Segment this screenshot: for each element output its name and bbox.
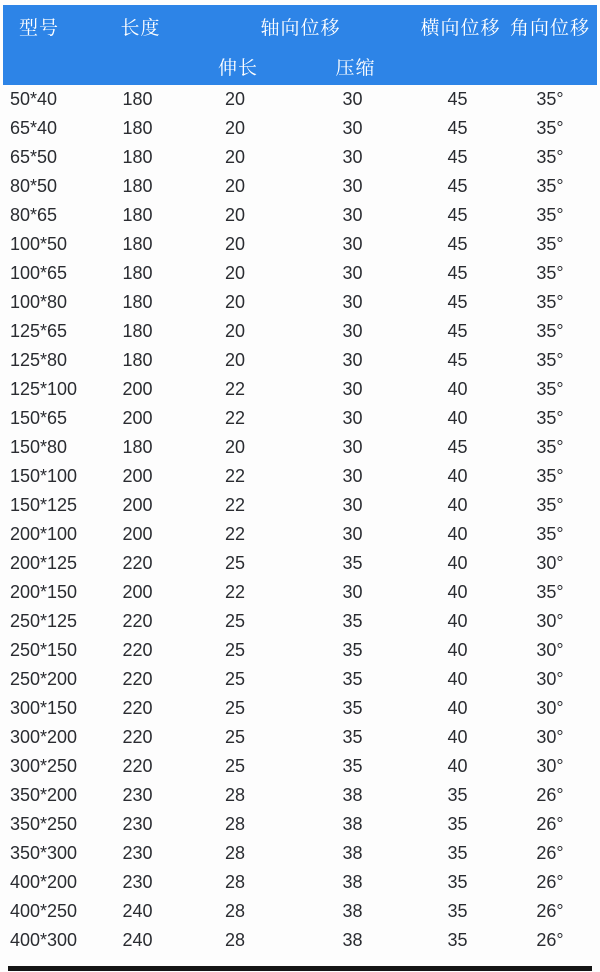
- cell-angular: 26°: [536, 785, 564, 805]
- cell-compress: 35: [342, 756, 363, 776]
- header-lateral-displacement: 横向位移: [420, 18, 501, 39]
- cell-extend: 22: [224, 524, 246, 544]
- cell-model: 150*125: [10, 495, 78, 515]
- table-row: [0, 259, 600, 288]
- cell-extend: 28: [224, 814, 246, 834]
- cell-compress: 38: [342, 785, 363, 805]
- cell-lateral: 35: [447, 872, 468, 892]
- cell-length: 180: [122, 147, 153, 167]
- table-row: [0, 781, 600, 810]
- cell-length: 180: [122, 263, 153, 283]
- table-row: [0, 868, 600, 897]
- cell-compress: 35: [342, 553, 363, 573]
- cell-length: 180: [122, 292, 153, 312]
- cell-length: 220: [122, 553, 153, 573]
- cell-extend: 20: [224, 118, 246, 138]
- cell-model: 350*200: [10, 785, 78, 805]
- cell-length: 240: [122, 930, 153, 950]
- cell-angular: 26°: [536, 930, 564, 950]
- cell-lateral: 40: [447, 466, 468, 486]
- cell-length: 220: [122, 611, 153, 631]
- cell-extend: 22: [224, 379, 246, 399]
- cell-model: 100*80: [10, 292, 68, 312]
- header-axial-compress: 压缩: [335, 58, 376, 79]
- cell-lateral: 45: [447, 437, 468, 457]
- header-axial-extend: 伸长: [217, 58, 258, 79]
- cell-extend: 22: [224, 466, 246, 486]
- cell-angular: 30°: [536, 669, 564, 689]
- cell-extend: 20: [224, 437, 246, 457]
- cell-extend: 22: [224, 582, 246, 602]
- cell-angular: 35°: [536, 466, 564, 486]
- cell-lateral: 40: [447, 669, 468, 689]
- table-header-row-2: [3, 48, 597, 85]
- cell-compress: 30: [342, 263, 363, 283]
- cell-lateral: 35: [447, 901, 468, 921]
- table-row: [0, 404, 600, 433]
- cell-compress: 30: [342, 379, 363, 399]
- cell-extend: 28: [224, 901, 246, 921]
- table-body: [0, 85, 600, 955]
- table-row: [0, 491, 600, 520]
- cell-compress: 38: [342, 843, 363, 863]
- cell-length: 220: [122, 756, 153, 776]
- cell-length: 230: [122, 872, 153, 892]
- table-row: [0, 549, 600, 578]
- table-row: [0, 520, 600, 549]
- cell-model: 300*150: [10, 698, 78, 718]
- cell-lateral: 40: [447, 611, 468, 631]
- cell-compress: 30: [342, 408, 363, 428]
- table-header-row-1: [3, 5, 597, 48]
- table-row: [0, 578, 600, 607]
- cell-lateral: 40: [447, 756, 468, 776]
- cell-compress: 30: [342, 292, 363, 312]
- cell-model: 350*300: [10, 843, 78, 863]
- cell-compress: 30: [342, 147, 363, 167]
- table-row: [0, 636, 600, 665]
- cell-angular: 30°: [536, 698, 564, 718]
- cell-compress: 30: [342, 350, 363, 370]
- cell-extend: 25: [224, 669, 246, 689]
- table-row: [0, 114, 600, 143]
- cell-length: 220: [122, 727, 153, 747]
- cell-extend: 25: [224, 640, 246, 660]
- cell-angular: 35°: [536, 495, 564, 515]
- cell-compress: 38: [342, 930, 363, 950]
- cell-angular: 35°: [536, 524, 564, 544]
- cell-compress: 35: [342, 669, 363, 689]
- cell-lateral: 40: [447, 727, 468, 747]
- cell-model: 250*150: [10, 640, 78, 660]
- cell-compress: 30: [342, 205, 363, 225]
- cell-compress: 30: [342, 176, 363, 196]
- table-row: [0, 375, 600, 404]
- cell-angular: 30°: [536, 611, 564, 631]
- cell-angular: 35°: [536, 292, 564, 312]
- bottom-bar: [8, 966, 592, 971]
- cell-length: 220: [122, 698, 153, 718]
- cell-model: 400*200: [10, 872, 78, 892]
- cell-length: 180: [122, 350, 153, 370]
- cell-model: 125*65: [10, 321, 68, 341]
- cell-angular: 35°: [536, 147, 564, 167]
- cell-model: 150*100: [10, 466, 78, 486]
- cell-angular: 35°: [536, 437, 564, 457]
- cell-compress: 38: [342, 872, 363, 892]
- cell-angular: 35°: [536, 408, 564, 428]
- cell-model: 150*65: [10, 408, 68, 428]
- cell-model: 65*40: [10, 118, 58, 138]
- header-length: 长度: [120, 18, 161, 39]
- table-header: [3, 5, 597, 85]
- cell-length: 200: [122, 495, 153, 515]
- cell-compress: 30: [342, 437, 363, 457]
- cell-extend: 20: [224, 205, 246, 225]
- cell-extend: 25: [224, 727, 246, 747]
- table-row: [0, 172, 600, 201]
- cell-length: 200: [122, 524, 153, 544]
- cell-compress: 30: [342, 118, 363, 138]
- cell-extend: 25: [224, 756, 246, 776]
- table-row: [0, 201, 600, 230]
- cell-lateral: 45: [447, 118, 468, 138]
- cell-extend: 20: [224, 263, 246, 283]
- table-row: [0, 85, 600, 114]
- cell-model: 80*50: [10, 176, 58, 196]
- cell-lateral: 40: [447, 408, 468, 428]
- cell-extend: 20: [224, 176, 246, 196]
- cell-model: 400*250: [10, 901, 78, 921]
- cell-length: 200: [122, 379, 153, 399]
- table-row: [0, 317, 600, 346]
- cell-length: 230: [122, 785, 153, 805]
- table-row: [0, 752, 600, 781]
- cell-lateral: 45: [447, 263, 468, 283]
- table-row: [0, 288, 600, 317]
- cell-extend: 25: [224, 553, 246, 573]
- cell-angular: 35°: [536, 234, 564, 254]
- cell-lateral: 45: [447, 350, 468, 370]
- cell-length: 200: [122, 466, 153, 486]
- cell-angular: 35°: [536, 263, 564, 283]
- cell-lateral: 45: [447, 292, 468, 312]
- cell-angular: 35°: [536, 89, 564, 109]
- cell-extend: 25: [224, 698, 246, 718]
- cell-angular: 35°: [536, 321, 564, 341]
- table-row: [0, 694, 600, 723]
- cell-compress: 35: [342, 727, 363, 747]
- cell-lateral: 40: [447, 524, 468, 544]
- cell-compress: 30: [342, 495, 363, 515]
- cell-compress: 30: [342, 89, 363, 109]
- cell-extend: 20: [224, 292, 246, 312]
- cell-compress: 35: [342, 640, 363, 660]
- cell-compress: 35: [342, 611, 363, 631]
- cell-angular: 35°: [536, 379, 564, 399]
- cell-model: 250*125: [10, 611, 78, 631]
- cell-angular: 30°: [536, 727, 564, 747]
- cell-length: 220: [122, 640, 153, 660]
- cell-compress: 30: [342, 321, 363, 341]
- cell-model: 400*300: [10, 930, 78, 950]
- cell-extend: 22: [224, 408, 246, 428]
- cell-angular: 30°: [536, 553, 564, 573]
- cell-angular: 26°: [536, 843, 564, 863]
- cell-angular: 26°: [536, 814, 564, 834]
- cell-length: 220: [122, 669, 153, 689]
- cell-extend: 28: [224, 872, 246, 892]
- cell-lateral: 35: [447, 814, 468, 834]
- cell-length: 230: [122, 843, 153, 863]
- cell-lateral: 40: [447, 379, 468, 399]
- cell-extend: 28: [224, 930, 246, 950]
- table-row: [0, 143, 600, 172]
- cell-model: 100*50: [10, 234, 68, 254]
- cell-lateral: 40: [447, 582, 468, 602]
- cell-angular: 30°: [536, 640, 564, 660]
- cell-model: 125*80: [10, 350, 68, 370]
- cell-model: 125*100: [10, 379, 78, 399]
- cell-angular: 35°: [536, 118, 564, 138]
- cell-length: 240: [122, 901, 153, 921]
- table-row: [0, 810, 600, 839]
- table-row: [0, 839, 600, 868]
- cell-model: 200*150: [10, 582, 78, 602]
- table-row: [0, 433, 600, 462]
- cell-model: 150*80: [10, 437, 68, 457]
- cell-compress: 35: [342, 698, 363, 718]
- cell-model: 200*125: [10, 553, 78, 573]
- cell-length: 180: [122, 89, 153, 109]
- cell-length: 180: [122, 205, 153, 225]
- cell-length: 180: [122, 437, 153, 457]
- cell-length: 180: [122, 118, 153, 138]
- cell-angular: 26°: [536, 872, 564, 892]
- cell-model: 200*100: [10, 524, 78, 544]
- cell-angular: 26°: [536, 901, 564, 921]
- cell-model: 250*200: [10, 669, 78, 689]
- cell-model: 50*40: [10, 89, 58, 109]
- table-row: [0, 665, 600, 694]
- cell-lateral: 40: [447, 698, 468, 718]
- table-row: [0, 230, 600, 259]
- cell-length: 200: [122, 408, 153, 428]
- cell-extend: 28: [224, 843, 246, 863]
- cell-compress: 38: [342, 814, 363, 834]
- cell-compress: 38: [342, 901, 363, 921]
- table-row: [0, 346, 600, 375]
- table-row: [0, 897, 600, 926]
- cell-model: 65*50: [10, 147, 58, 167]
- cell-lateral: 45: [447, 176, 468, 196]
- cell-extend: 28: [224, 785, 246, 805]
- cell-length: 200: [122, 582, 153, 602]
- cell-model: 300*250: [10, 756, 78, 776]
- cell-extend: 20: [224, 350, 246, 370]
- cell-lateral: 45: [447, 89, 468, 109]
- cell-lateral: 45: [447, 321, 468, 341]
- cell-model: 350*250: [10, 814, 78, 834]
- cell-extend: 20: [224, 321, 246, 341]
- cell-model: 80*65: [10, 205, 58, 225]
- table-row: [0, 607, 600, 636]
- table-row: [0, 462, 600, 491]
- cell-angular: 35°: [536, 205, 564, 225]
- header-axial-displacement: 轴向位移: [260, 18, 341, 39]
- header-angular-displacement: 角向位移: [509, 18, 590, 39]
- cell-lateral: 40: [447, 640, 468, 660]
- cell-lateral: 40: [447, 553, 468, 573]
- cell-extend: 20: [224, 234, 246, 254]
- cell-lateral: 45: [447, 234, 468, 254]
- header-model: 型号: [19, 18, 60, 39]
- cell-angular: 35°: [536, 582, 564, 602]
- cell-angular: 35°: [536, 350, 564, 370]
- cell-lateral: 45: [447, 205, 468, 225]
- cell-compress: 30: [342, 466, 363, 486]
- cell-extend: 20: [224, 89, 246, 109]
- cell-length: 180: [122, 176, 153, 196]
- cell-length: 180: [122, 234, 153, 254]
- cell-lateral: 35: [447, 843, 468, 863]
- cell-angular: 35°: [536, 176, 564, 196]
- cell-extend: 25: [224, 611, 246, 631]
- cell-lateral: 40: [447, 495, 468, 515]
- cell-compress: 30: [342, 582, 363, 602]
- cell-model: 100*65: [10, 263, 68, 283]
- table-row: [0, 723, 600, 752]
- cell-model: 300*200: [10, 727, 78, 747]
- cell-angular: 30°: [536, 756, 564, 776]
- cell-extend: 22: [224, 495, 246, 515]
- cell-lateral: 45: [447, 147, 468, 167]
- cell-compress: 30: [342, 234, 363, 254]
- cell-length: 230: [122, 814, 153, 834]
- cell-compress: 30: [342, 524, 363, 544]
- table-row: [0, 926, 600, 955]
- cell-extend: 20: [224, 147, 246, 167]
- cell-lateral: 35: [447, 785, 468, 805]
- cell-length: 180: [122, 321, 153, 341]
- cell-lateral: 35: [447, 930, 468, 950]
